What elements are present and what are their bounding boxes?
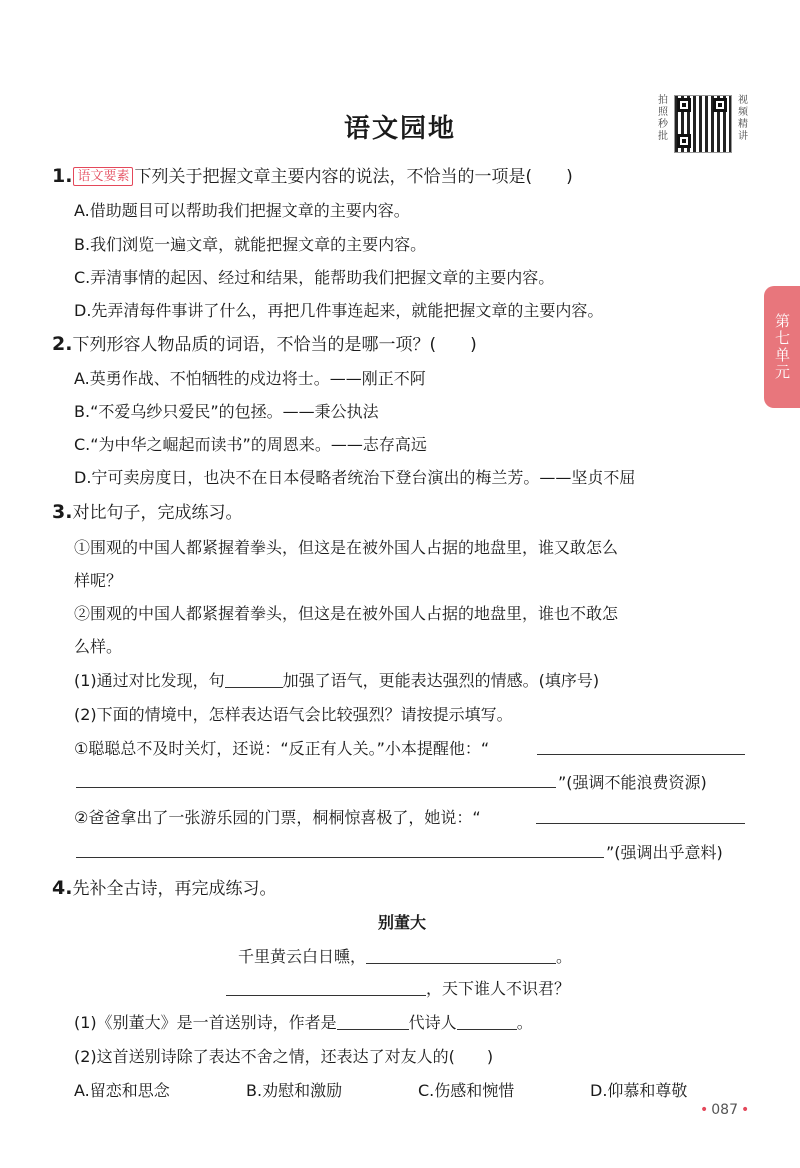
qr-finder bbox=[677, 134, 691, 148]
question-4-part-1: (1)《别董大》是一首送别诗，作者是 代诗人 。 bbox=[74, 1013, 533, 1032]
qr-left-label: 拍 照 秒 批 bbox=[658, 95, 668, 142]
answer-line[interactable] bbox=[76, 787, 556, 788]
question-1-option-a: A.借助题目可以帮助我们把握文章的主要内容。 bbox=[74, 201, 410, 220]
answer-blank[interactable] bbox=[226, 977, 426, 996]
answer-blank[interactable] bbox=[337, 1011, 409, 1030]
answer-line[interactable] bbox=[536, 823, 745, 824]
choice-b: B.劝慰和激励 bbox=[246, 1081, 343, 1100]
question-1-option-b: B.我们浏览一遍文章，就能把握文章的主要内容。 bbox=[74, 235, 427, 254]
question-3-part-2-b-hint: ”(强调出乎意料) bbox=[606, 843, 723, 862]
choice-a: A.留恋和思念 bbox=[74, 1081, 170, 1100]
question-2-option-d: D.宁可卖房度日，也决不在日本侵略者统治下登台演出的梅兰芳。——坚贞不屈 bbox=[74, 468, 636, 487]
qr-right-label: 视 频 精 讲 bbox=[738, 95, 748, 142]
page-title: 语文园地 bbox=[343, 114, 456, 144]
question-4-part-2: (2)这首送别诗除了表达不舍之情，还表达了对友人的( ) bbox=[74, 1047, 494, 1066]
poem-title: 别董大 bbox=[377, 913, 426, 932]
question-3-part-2-a-hint: ”(强调不能浪费资源) bbox=[558, 773, 707, 792]
answer-blank[interactable] bbox=[225, 669, 283, 688]
question-3-sentence-1-line-1: ①围观的中国人都紧握着拳头，但这是在被外国人占据的地盘里，谁又敢怎么 bbox=[74, 538, 619, 557]
question-2-option-b: B.“不爱乌纱只爱民”的包拯。——秉公执法 bbox=[74, 402, 379, 421]
answer-line[interactable] bbox=[76, 857, 604, 858]
question-3-sentence-2-line-1: ②围观的中国人都紧握着拳头，但这是在被外国人占据的地盘里，谁也不敢怎 bbox=[74, 604, 619, 623]
poem-line-2: ，天下谁人不识君？ bbox=[226, 976, 570, 999]
question-1-stem: 1. 语文要素 下列关于把握文章主要内容的说法，不恰当的一项是( ) bbox=[52, 165, 573, 187]
choice-d: D.仰慕和尊敬 bbox=[590, 1081, 688, 1100]
page-number: • 087 • bbox=[700, 1102, 750, 1118]
qr-finder bbox=[677, 98, 691, 112]
question-1-option-c: C.弄清事情的起因、经过和结果，能帮助我们把握文章的主要内容。 bbox=[74, 268, 555, 287]
question-2-option-c: C.“为中华之崛起而读书”的周恩来。——志存高远 bbox=[74, 435, 427, 454]
question-3-part-1: (1)通过对比发现，句 加强了语气，更能表达强烈的情感。(填序号) bbox=[74, 671, 600, 690]
choice-c: C.伤感和惋惜 bbox=[418, 1081, 515, 1100]
question-3-stem: 3.对比句子，完成练习。 bbox=[52, 501, 243, 523]
question-tag: 语文要素 bbox=[73, 167, 133, 186]
poem-line-1: 千里黄云白日曛， 。 bbox=[238, 947, 573, 966]
answer-line[interactable] bbox=[537, 754, 745, 755]
question-2-stem: 2.下列形容人物品质的词语，不恰当的是哪一项？( ) bbox=[52, 333, 477, 355]
qr-code-panel[interactable] bbox=[656, 95, 748, 155]
question-1-option-d: D.先弄清每件事讲了什么，再把几件事连起来，就能把握文章的主要内容。 bbox=[74, 301, 604, 320]
qr-code-icon[interactable] bbox=[674, 95, 732, 153]
unit-side-tab: 第七单元 bbox=[764, 286, 800, 408]
question-3-part-2-a: ①聪聪总不及时关灯，还说：“反正有人关。”小本提醒他：“ bbox=[74, 739, 490, 758]
question-2-option-a: A.英勇作战、不怕牺牲的戍边将士。——刚正不阿 bbox=[74, 369, 426, 388]
answer-blank[interactable] bbox=[457, 1011, 517, 1030]
qr-finder bbox=[713, 98, 727, 112]
answer-blank[interactable] bbox=[366, 945, 556, 964]
question-3-sentence-1-line-2: 样呢？ bbox=[74, 571, 123, 590]
question-4-stem: 4.先补全古诗，再完成练习。 bbox=[52, 877, 277, 899]
question-3-sentence-2-line-2: 么样。 bbox=[74, 637, 123, 656]
question-3-part-2-b: ②爸爸拿出了一张游乐园的门票，桐桐惊喜极了，她说：“ bbox=[74, 808, 481, 827]
question-3-part-2: (2)下面的情境中，怎样表达语气会比较强烈？请按提示填写。 bbox=[74, 705, 513, 724]
